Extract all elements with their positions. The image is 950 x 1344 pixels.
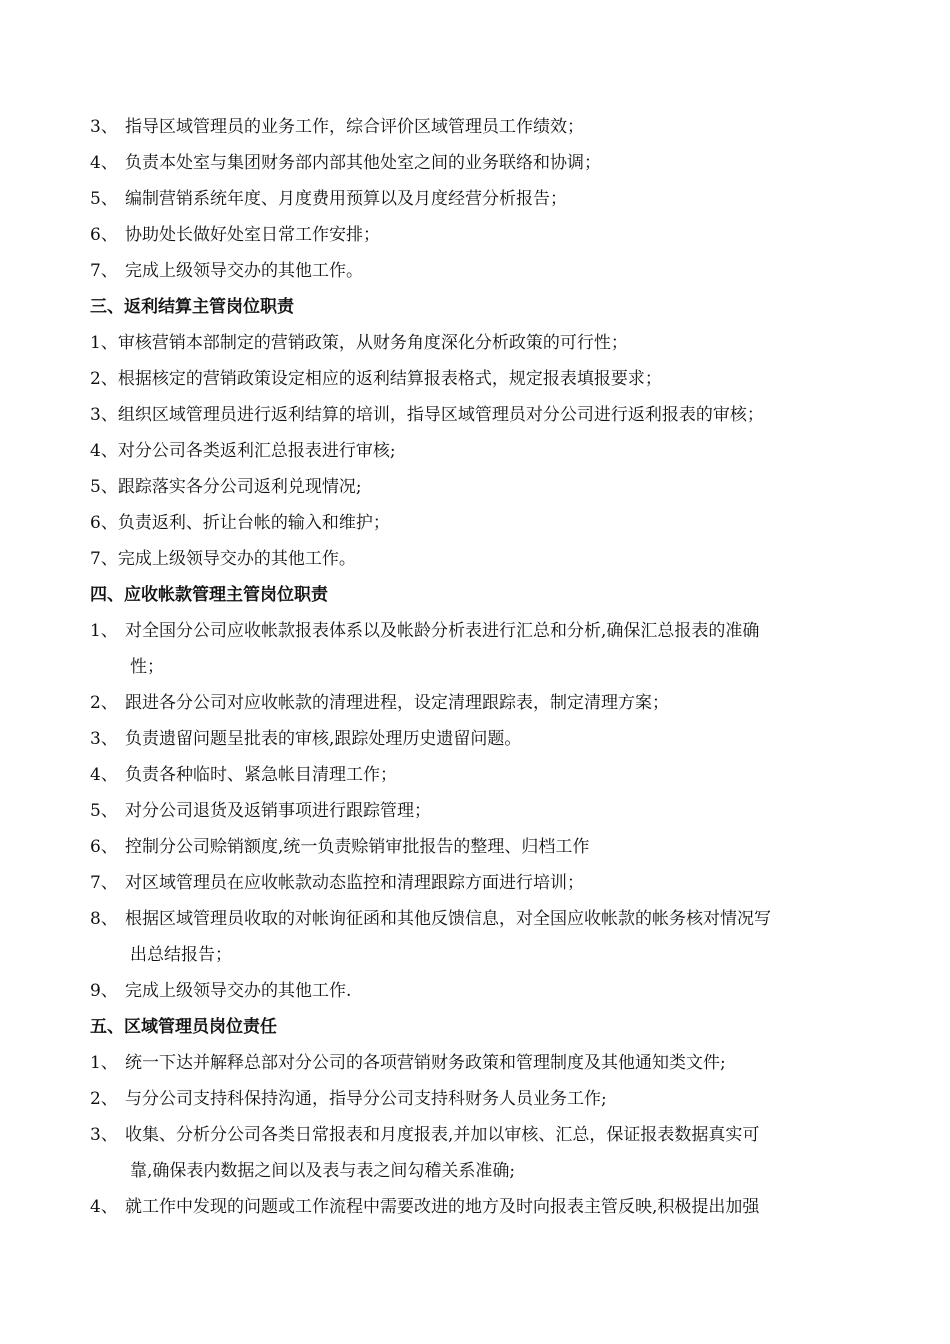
item-text-line: 根据区域管理员收取的对帐询征函和其他反馈信息，对全国应收帐款的帐务核对情况写 [125, 909, 771, 929]
document-body [90, 109, 860, 1225]
item-number: 2、 [90, 693, 118, 713]
list-item [90, 973, 860, 1009]
item-number: 3、 [90, 117, 118, 137]
section-heading: 三、返利结算主管岗位职责 [90, 297, 294, 317]
item-text: 负责本处室与集团财务部内部其他处室之间的业务联络和协调； [125, 153, 601, 173]
item-text-continuation: 靠,确保表内数据之间以及表与表之间勾稽关系准确; [130, 1161, 516, 1181]
item-number: 1、 [90, 1053, 118, 1073]
list-item [90, 829, 860, 865]
list-item [90, 1045, 860, 1081]
item-text [125, 613, 860, 685]
item-text: 协助处长做好处室日常工作安排； [125, 225, 380, 245]
item-text: 控制分公司赊销额度,统一负责赊销审批报告的整理、归档工作 [125, 837, 590, 857]
list-item: 7、完成上级领导交办的其他工作。 [90, 549, 356, 569]
list-item [90, 145, 860, 181]
item-number: 7、 [90, 873, 118, 893]
item-text [125, 901, 860, 973]
list-item [90, 685, 860, 721]
section-heading: 五、区域管理员岗位责任 [90, 1017, 277, 1037]
list-item [90, 253, 860, 289]
item-number: 5、 [90, 189, 118, 209]
list-item [90, 721, 860, 757]
list-item: 2、根据核定的营销政策设定相应的返利结算报表格式，规定报表填报要求； [90, 369, 662, 389]
item-text: 指导区域管理员的业务工作，综合评价区域管理员工作绩效； [125, 117, 584, 137]
item-number: 8、 [90, 909, 118, 929]
item-text: 完成上级领导交办的其他工作. [125, 981, 352, 1001]
list-item [90, 109, 860, 145]
item-number: 4、 [90, 765, 118, 785]
item-text: 跟进各分公司对应收帐款的清理进程，设定清理跟踪表，制定清理方案； [125, 693, 669, 713]
item-number: 7、 [90, 261, 118, 281]
section-heading: 四、应收帐款管理主管岗位职责 [90, 585, 328, 605]
item-text: 对区域管理员在应收帐款动态监控和清理跟踪方面进行培训； [125, 873, 584, 893]
item-number: 3、 [90, 1125, 118, 1145]
list-item [90, 865, 860, 901]
item-text [125, 1117, 860, 1189]
list-item [90, 901, 860, 973]
item-number: 5、 [90, 801, 118, 821]
item-text-continuation: 性； [130, 657, 164, 677]
item-text: 与分公司支持科保持沟通，指导分公司支持科财务人员业务工作; [125, 1089, 607, 1109]
item-text: 编制营销系统年度、月度费用预算以及月度经营分析报告； [125, 189, 567, 209]
item-text: 负责遗留问题呈批表的审核,跟踪处理历史遗留问题。 [125, 729, 522, 749]
list-item [90, 1117, 860, 1189]
list-item [90, 1081, 860, 1117]
item-text-line: 收集、分析分公司各类日常报表和月度报表,并加以审核、汇总，保证报表数据真实可 [125, 1125, 760, 1145]
item-number: 1、 [90, 621, 118, 641]
item-text: 负责各种临时、紧急帐目清理工作； [125, 765, 397, 785]
item-text-line: 对全国分公司应收帐款报表体系以及帐龄分析表进行汇总和分析,确保汇总报表的准确 [125, 621, 760, 641]
item-number: 2、 [90, 1089, 118, 1109]
item-number: 6、 [90, 837, 118, 857]
item-text: 就工作中发现的问题或工作流程中需要改进的地方及时向报表主管反映,积极提出加强 [125, 1197, 760, 1217]
list-item [90, 793, 860, 829]
list-item: 3、组织区域管理员进行返利结算的培训，指导区域管理员对分公司进行返利报表的审核； [90, 405, 764, 425]
list-item: 6、负责返利、折让台帐的输入和维护； [90, 513, 390, 533]
list-item: 4、对分公司各类返利汇总报表进行审核; [90, 441, 396, 461]
item-text: 统一下达并解释总部对分公司的各项营销财务政策和管理制度及其他通知类文件; [125, 1053, 726, 1073]
item-text: 完成上级领导交办的其他工作。 [125, 261, 363, 281]
item-text: 对分公司退货及返销事项进行跟踪管理； [125, 801, 431, 821]
item-text-continuation: 出总结报告； [130, 945, 232, 965]
item-number: 4、 [90, 153, 118, 173]
list-item [90, 217, 860, 253]
list-item [90, 1189, 860, 1225]
list-item [90, 757, 860, 793]
list-item [90, 613, 860, 685]
list-item: 5、跟踪落实各分公司返利兑现情况; [90, 477, 362, 497]
item-number: 6、 [90, 225, 118, 245]
item-number: 4、 [90, 1197, 118, 1217]
list-item [90, 181, 860, 217]
item-number: 9、 [90, 981, 118, 1001]
item-number: 3、 [90, 729, 118, 749]
list-item: 1、审核营销本部制定的营销政策，从财务角度深化分析政策的可行性； [90, 333, 628, 353]
